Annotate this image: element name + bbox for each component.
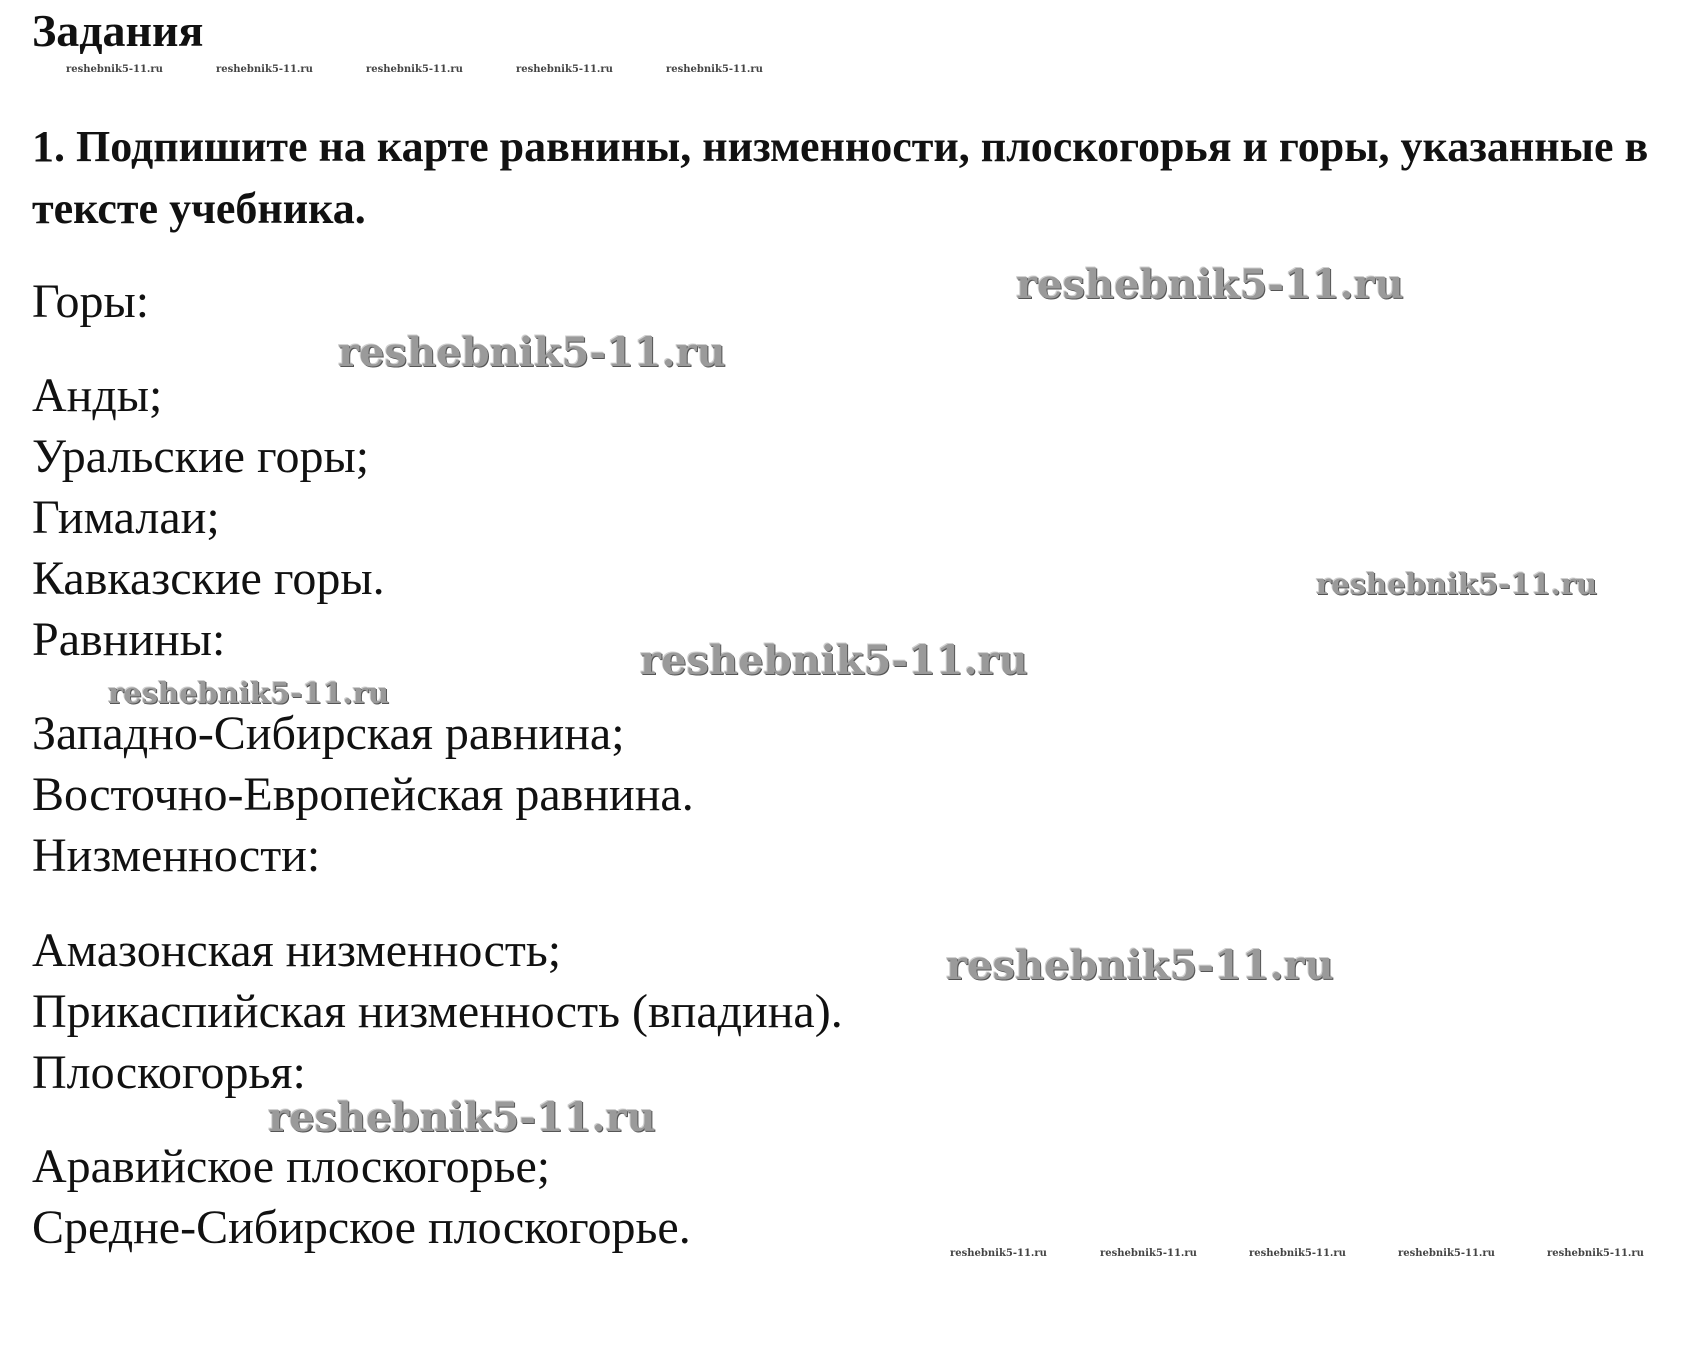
watermark: reshebnik5-11.ru — [1016, 261, 1404, 308]
watermark: reshebnik5-11.ru — [946, 942, 1334, 989]
answer-urals: Уральские горы; — [32, 430, 370, 483]
answer-east-european: Восточно-Европейская равнина. — [32, 768, 694, 821]
watermark: reshebnik5-11.ru — [666, 64, 763, 75]
plains-label: Равнины: — [32, 613, 226, 666]
watermark: reshebnik5-11.ru — [640, 637, 1028, 684]
watermark: reshebnik5-11.ru — [1547, 1248, 1644, 1259]
answer-caucasus: Кавказские горы. — [32, 552, 385, 605]
watermark: reshebnik5-11.ru — [66, 64, 163, 75]
watermark: reshebnik5-11.ru — [516, 64, 613, 75]
watermark: reshebnik5-11.ru — [268, 1094, 656, 1141]
answer-central-siberian: Средне-Сибирское плоскогорье. — [32, 1201, 691, 1254]
lowlands-label: Низменности: — [32, 829, 321, 882]
answer-himalayas: Гималаи; — [32, 491, 220, 544]
mountains-label: Горы: — [32, 275, 150, 328]
watermark: reshebnik5-11.ru — [338, 329, 726, 376]
watermark: reshebnik5-11.ru — [1398, 1248, 1495, 1259]
section-heading: Задания — [32, 5, 204, 56]
watermark: reshebnik5-11.ru — [366, 64, 463, 75]
answer-west-siberian: Западно-Сибирская равнина; — [32, 707, 625, 760]
watermark: reshebnik5-11.ru — [108, 676, 390, 710]
watermark: reshebnik5-11.ru — [1249, 1248, 1346, 1259]
plateaus-label: Плоскогорья: — [32, 1046, 306, 1099]
watermark: reshebnik5-11.ru — [216, 64, 313, 75]
watermark: reshebnik5-11.ru — [1100, 1248, 1197, 1259]
answer-amazon: Амазонская низменность; — [32, 924, 562, 977]
answer-andes: Анды; — [32, 369, 163, 422]
answer-arabian: Аравийское плоскогорье; — [32, 1140, 551, 1193]
watermark: reshebnik5-11.ru — [1316, 567, 1598, 601]
watermark: reshebnik5-11.ru — [950, 1248, 1047, 1259]
task-text: 1. Подпишите на карте равнины, низменности, плоскогорья и горы, указанные в тексте учебника. — [32, 122, 1649, 233]
answer-caspian: Прикаспийская низменность (впадина). — [32, 985, 843, 1038]
